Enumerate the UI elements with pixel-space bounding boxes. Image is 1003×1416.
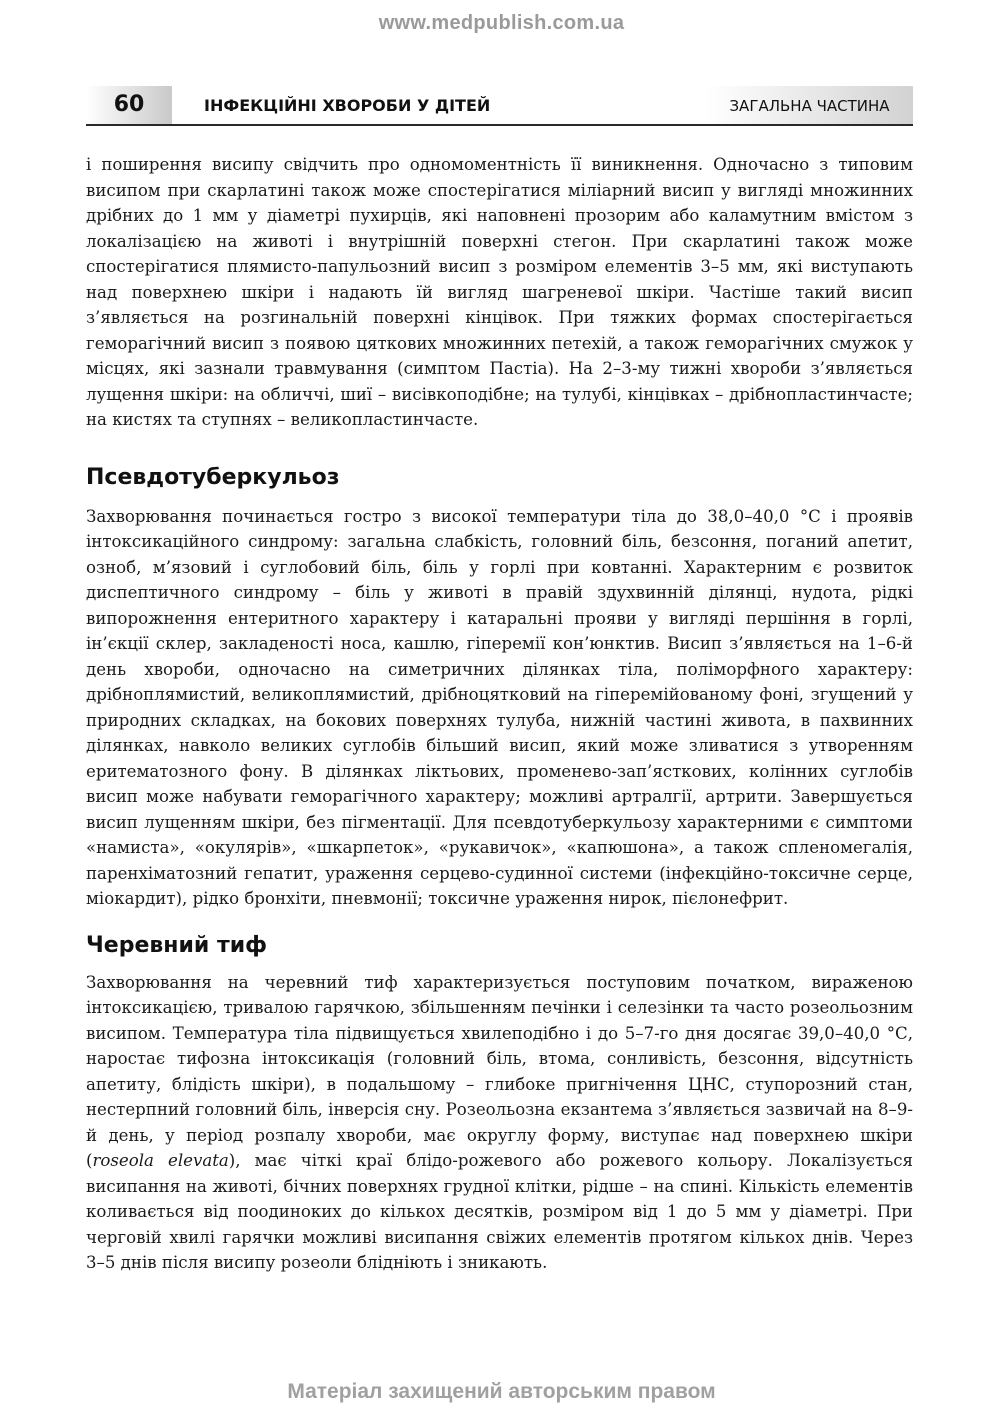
italic-latin-term: roseola elevata — [92, 1151, 229, 1170]
typhoid-paragraph — [86, 970, 913, 1276]
watermark-top: www.medpublish.com.ua — [378, 12, 625, 34]
page-number: 60 — [113, 92, 145, 117]
typhoid-text-part1: Захворювання на черевний тиф характеризується поступовим початком, вираженою інтоксикацією, тривалою гарячкою, збільшенням печінки і селезінки та часто розеольозним висипом. Температура тіла підвищується хвилеподібно і до 5–7-го дня досягає 39,0–40,0 °С, наростає тифозна інтоксикація (головний біль, втома, сонливість, безсоння, відсутність апетиту, блідість шкіри), в подальшому – глибоке пригнічення ЦНС, ступорозний стан, нестерпний головний біль, інверсія сну. Розеольозна екзантема з’являється зазвичай на 8–9-й день, у період розпалу хвороби, має округлу форму, виступає над поверхнею шкіри ( — [86, 972, 913, 1170]
page-number-box — [86, 86, 172, 124]
watermark-bottom: Матеріал захищений авторським правом — [287, 1380, 716, 1403]
section-label-box — [706, 86, 913, 124]
book-title: ІНФЕКЦІЙНІ ХВОРОБИ У ДІТЕЙ — [204, 96, 491, 115]
section-heading-pseudotuberculosis: Псевдотуберкульоз — [86, 464, 340, 490]
intro-paragraph: і поширення висипу свідчить про одномоментність її виникнення. Одночасно з типовим висипом при скарлатині також може спостерігатися міліарний висип у вигляді множинних дрібних до 1 мм у діаметрі пухирців, які наповнені прозорим або каламутним вмістом з локалізацією на животі і внутрішній поверхні стегон. При скарлатині також може спостерігатися плямисто-папульозний висип з розміром елементів 3–5 мм, які виступають над поверхнею шкіри і надають їй вигляд шагреневої шкіри. Частіше такий висип з’являється на розгинальній поверхні кінцівок. При тяжких формах спостерігається геморагічний висип з появою цяткових множинних петехій, а також геморагічних смужок у місцях, які зазнали травмування (симптом Пастіа). На 2–3-му тижні хвороби з’являється лущення шкіри: на обличчі, шиї – висівкоподібне; на тулубі, кінцівках – дрібнопластинчасте; на кистях та ступнях – великопластинчасте. — [86, 155, 913, 429]
typhoid-text-part2: ), має чіткі краї блідо-рожевого або рожевого кольору. Локалізується висипання на животі, бічних поверхнях грудної клітки, рідше – на спині. Кількість елементів коливається від поодиноких до кількох десятків, розміром від 1 до 5 мм у діаметрі. При черговій хвилі гарячки можливі висипання свіжих елементів протягом кількох днів. Через 3–5 днів після висипу розеоли блідніють і зникають. — [86, 1151, 914, 1272]
running-header — [86, 86, 913, 126]
page-content — [86, 152, 913, 1276]
pseudotuberculosis-paragraph: Захворювання починається гостро з високої температури тіла до 38,0–40,0 °С і проявів інтоксикаційного синдрому: загальна слабкість, головний біль, безсоння, поганий апетит, озноб, м’язовий і суглобовий біль, біль у горлі при ковтанні. Характерним є розвиток диспептичного синдрому – біль у животі в правій здухвинній ділянці, нудота, рідкі випорожнення ентеритного характеру і катаральні прояви у вигляді першіння в горлі, ін’єкції склер, закладеності носа, кашлю, гіперемії кон’юнктив. Висип з’являється на 1–6-й день хвороби, одночасно на симетричних ділянках тіла, поліморфного характеру: дрібноплямистий, великоплямистий, дрібноцятковий на гіперемійованому фоні, згущений у природних складках, на бокових поверхнях тулуба, нижній частині живота, в пахвинних ділянках, навколо великих суглобів більший висип, який може зливатися з утворенням еритематозного фону. В ділянках ліктьових, променево-зап’ясткових, колінних суглобів висип може набувати геморагічного характеру; можливі артралгії, артрити. Завершується висип лущенням шкіри, без пігментації. Для псевдотуберкульозу характерними є симптоми «намиста», «окулярів», «шкарпеток», «рукавичок», «капюшона», а також спленомегалія, паренхіматозний гепатит, ураження серцево-судинної системи (інфекційно-токсичне серце, міокардит), рідко бронхіти, пневмонії; токсичне ураження нирок, пієлонефрит. — [86, 506, 913, 908]
section-label: ЗАГАЛЬНА ЧАСТИНА — [729, 97, 890, 115]
section-heading-typhoid: Черевний тиф — [86, 932, 267, 958]
